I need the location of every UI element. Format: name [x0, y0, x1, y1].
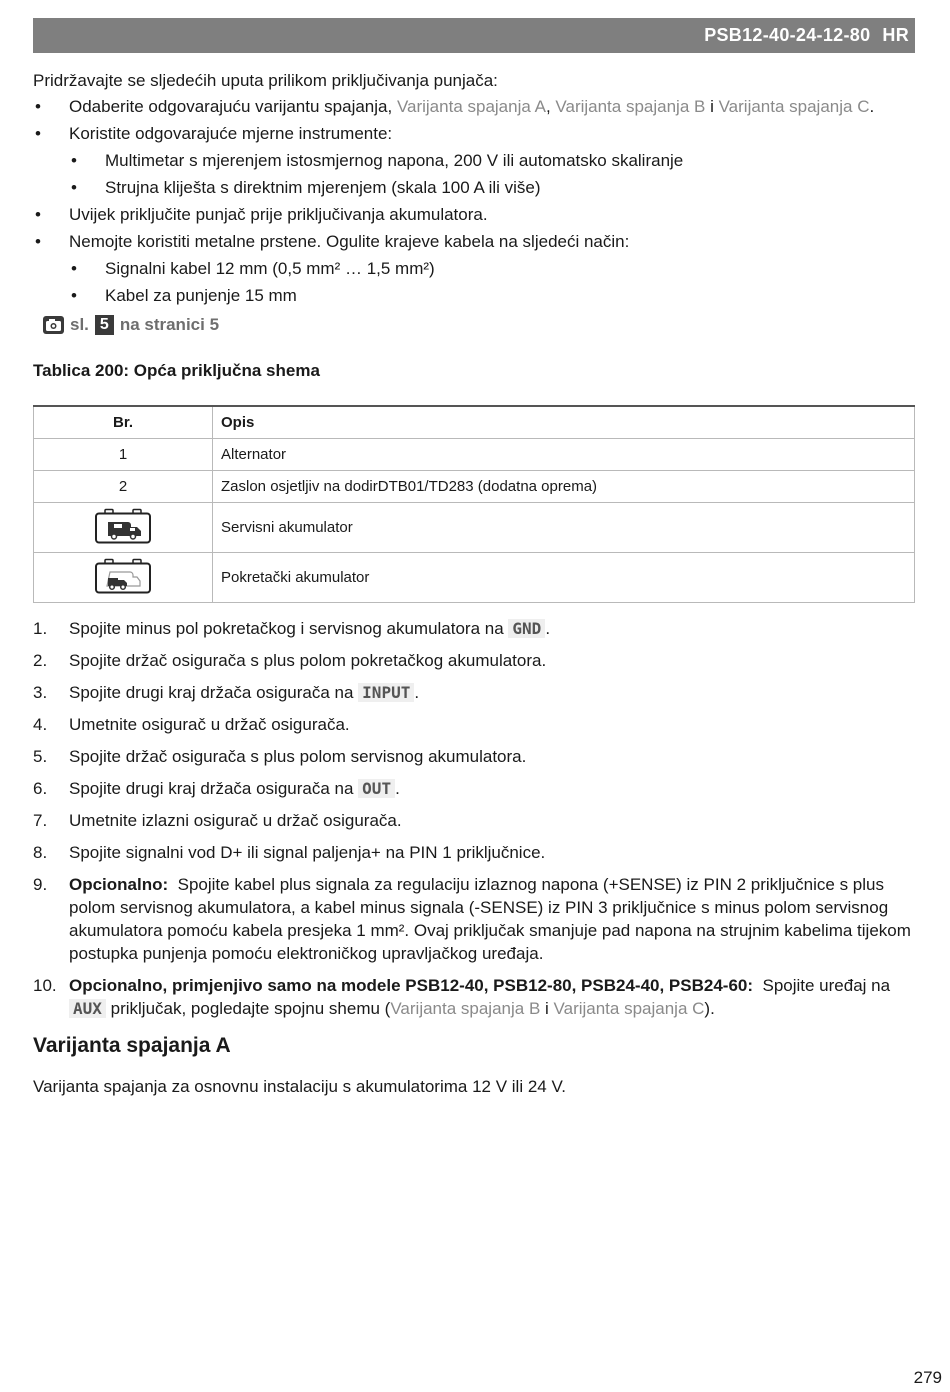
- row-number: 1: [34, 439, 213, 471]
- service-battery-icon: [94, 508, 152, 544]
- row-description: Zaslon osjetljiv na dodirDTB01/TD283 (dodatna oprema): [213, 471, 915, 503]
- step-item: 4. Umetnite osigurač u držač osigurača.: [33, 715, 350, 734]
- link-variant-a[interactable]: Varijanta spajanja A: [396, 97, 546, 116]
- step-number: 5.: [33, 747, 48, 766]
- row-description: Servisni akumulator: [213, 503, 915, 553]
- terminal-label-out: OUT: [358, 779, 395, 798]
- camera-icon: [43, 316, 64, 334]
- step-item: 10. Opcionalno, primjenjivo samo na modele PSB12-40, PSB12-80, PSB24-40, PSB24-60: Spojite uređaj na AUX priključak, pogledajte spojnu shemu (Varijanta spajanja B i Varijanta spajanja C).: [33, 976, 891, 1018]
- step-number: 6.: [33, 779, 48, 798]
- step-number: 3.: [33, 683, 48, 702]
- sub-list-item: • Multimetar s mjerenjem istosmjernog napona, 200 V ili automatsko skaliranje: [69, 150, 915, 172]
- step-number: 1.: [33, 619, 48, 638]
- model-name: PSB12-40-24-12-80: [704, 25, 871, 45]
- terminal-label-input: INPUT: [358, 683, 414, 702]
- step-item: 2. Spojite držač osigurača s plus polom pokretačkog akumulatora.: [33, 651, 547, 670]
- section-heading: Varijanta spajanja A: [33, 1034, 231, 1057]
- link-variant-c[interactable]: Varijanta spajanja C: [718, 97, 870, 116]
- step-item: 6. Spojite drugi kraj držača osigurača na OUT .: [33, 779, 400, 798]
- language-code: HR: [882, 25, 909, 45]
- column-header-description: Opis: [213, 406, 915, 439]
- column-header-number: Br.: [34, 406, 213, 439]
- link-variant-b[interactable]: Varijanta spajanja B: [555, 97, 706, 116]
- step-item: 9. Opcionalno: Spojite kabel plus signala za regulaciju izlaznog napona (+SENSE) iz PIN 2 priključnice s plus polom servisnog akumulatora, a kabel minus signala (-SENSE) iz PIN 3 priključnice s minus polom servisnog akumulatora pomoću kabela presjeka 1 mm². Ovaj priključak smanjuje pad napona na strujnim kabelima tijekom postupka punjenja pomoću elektroničkog upravljačkog uređaja.: [33, 875, 911, 963]
- row-description: Alternator: [213, 439, 915, 471]
- step-item: 8. Spojite signalni vod D+ ili signal paljenja+ na PIN 1 priključnice.: [33, 843, 546, 862]
- row-number: 2: [34, 471, 213, 503]
- table-row: [34, 439, 915, 471]
- step-number: 2.: [33, 651, 48, 670]
- intro-text: Pridržavajte se sljedećih uputa prilikom priključivanja punjača:: [33, 71, 498, 90]
- page-number: 279: [913, 1368, 942, 1387]
- list-item: • Odaberite odgovarajuću varijantu spajanja, Varijanta spajanja A, Varijanta spajanja B i Varijanta spajanja C.: [33, 96, 915, 118]
- connection-table: [33, 405, 915, 603]
- row-description: Pokretački akumulator: [213, 553, 915, 603]
- list-item: • Koristite odgovarajuće mjerne instrumente: • Multimetar s mjerenjem istosmjernog napona, 200 V ili automatsko skaliranje • Strujna kliješta s direktnim mjerenjem (skala 100 A ili više): [33, 123, 915, 199]
- step-emphasis: Opcionalno:: [69, 875, 169, 894]
- step-number: 8.: [33, 843, 48, 862]
- step-number: 10.: [33, 976, 57, 995]
- table-title: Tablica 200: Opća priključna shema: [33, 361, 320, 380]
- sub-list-item: • Strujna kliješta s direktnim mjerenjem (skala 100 A ili više): [69, 177, 915, 199]
- link-variant-c[interactable]: Varijanta spajanja C: [553, 999, 705, 1018]
- list-item: • Nemojte koristiti metalne prstene. Ogulite krajeve kabela na sljedeći način: • Signalni kabel 12 mm (0,5 mm² … 1,5 mm²) • Kabel za punjenje 15 mm: [33, 231, 915, 307]
- step-item: 3. Spojite drugi kraj držača osigurača na INPUT .: [33, 683, 420, 702]
- figure-reference[interactable]: [43, 315, 915, 335]
- step-number: 9.: [33, 875, 48, 894]
- link-variant-b[interactable]: Varijanta spajanja B: [390, 999, 541, 1018]
- figure-number: 5: [95, 315, 114, 335]
- terminal-label-gnd: GND: [508, 619, 545, 638]
- section-text: Varijanta spajanja za osnovnu instalaciju s akumulatorima 12 V ili 24 V.: [33, 1077, 566, 1096]
- instructions-list: [33, 96, 915, 307]
- figure-prefix: sl.: [70, 315, 89, 334]
- step-item: 1. Spojite minus pol pokretačkog i servisnog akumulatora na GND .: [33, 619, 551, 638]
- sub-list-item: • Kabel za punjenje 15 mm: [69, 285, 915, 307]
- figure-page: na stranici 5: [119, 315, 220, 334]
- step-item: 5. Spojite držač osigurača s plus polom servisnog akumulatora.: [33, 747, 527, 766]
- sub-list: [69, 258, 915, 307]
- sub-list-item: • Signalni kabel 12 mm (0,5 mm² … 1,5 mm²): [69, 258, 915, 280]
- steps-list: [33, 617, 915, 1020]
- table-row: [34, 553, 915, 603]
- table-header-row: [34, 406, 915, 439]
- terminal-label-aux: AUX: [69, 999, 106, 1018]
- sub-list: [69, 150, 915, 199]
- table-row: [34, 503, 915, 553]
- step-emphasis: Opcionalno, primjenjivo samo na modele PSB12-40, PSB12-80, PSB24-40, PSB24-60:: [69, 976, 754, 995]
- step-number: 4.: [33, 715, 48, 734]
- list-item: • Uvijek priključite punjač prije priključivanja akumulatora.: [33, 204, 915, 226]
- page-content: [33, 70, 915, 1098]
- step-number: 7.: [33, 811, 48, 830]
- table-row: [34, 471, 915, 503]
- starter-battery-icon: [94, 558, 152, 594]
- step-item: 7. Umetnite izlazni osigurač u držač osigurača.: [33, 811, 402, 830]
- page-header: [33, 18, 915, 53]
